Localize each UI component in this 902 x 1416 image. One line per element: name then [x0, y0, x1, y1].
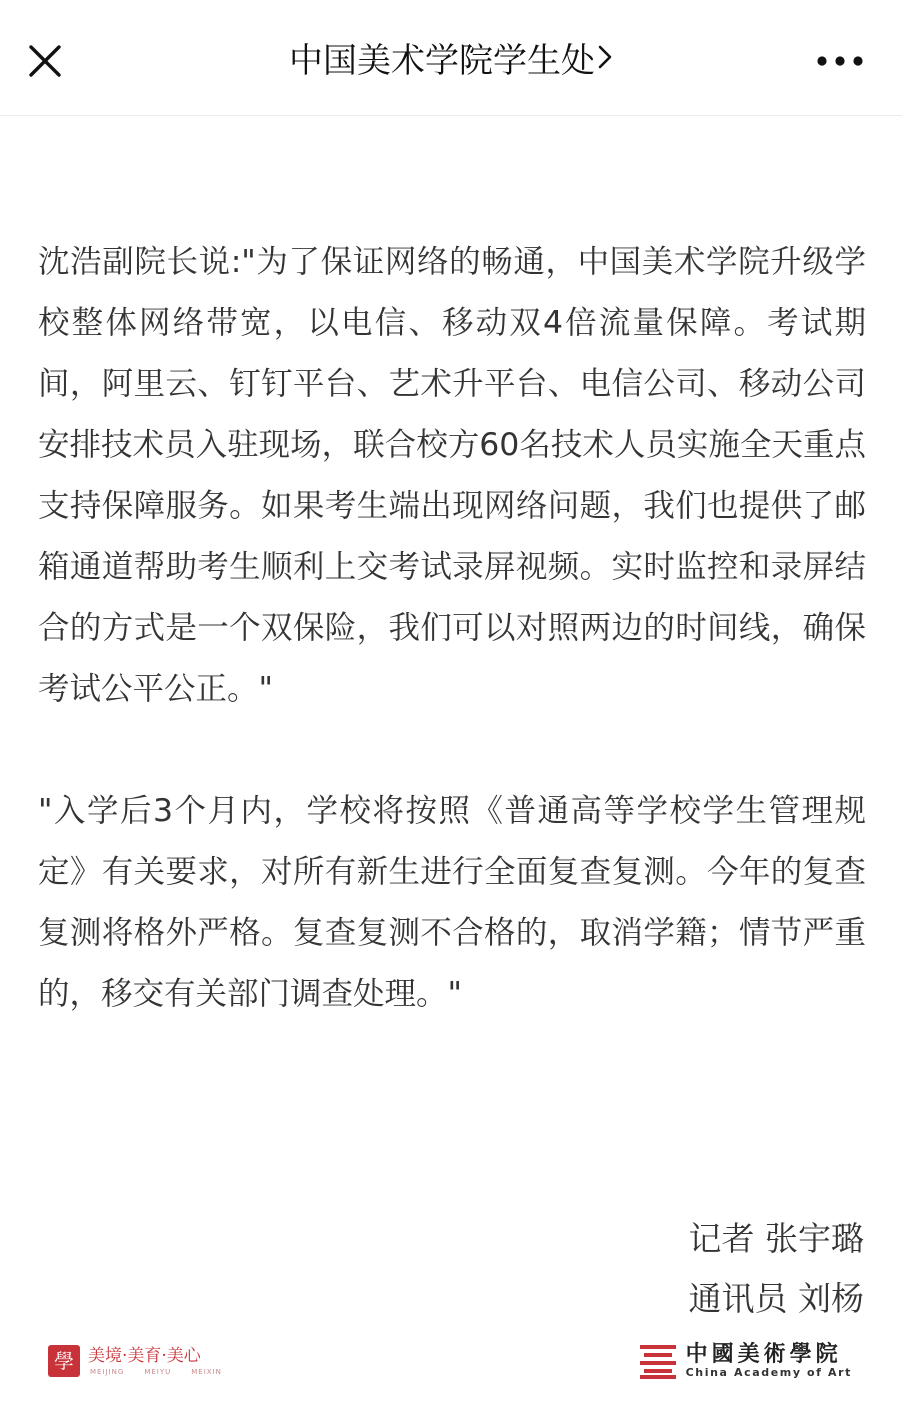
slogan-text-group — [88, 1345, 222, 1377]
page-title: 中国美术学院学生处 — [289, 41, 595, 81]
slogan-text: 美境·美育·美心 — [88, 1346, 201, 1366]
article-paragraph: 沈浩副院长说:"为了保证网络的畅通，中国美术学院升级学校整体网络带宽，以电信、移动双4倍流量保障。考试期间，阿里云、钉钉平台、艺术升平台、电信公司、移动公司安排技术员入驻现场，联合校方60名技术人员实施全天重点支持保障服务。如果考生端出现网络问题，我们也提供了邮箱通道帮助考生顺利上交考试录屏视频。实时监控和录屏结合的方式是一个双保险，我们可以对照两边的时间线，确保考试公平公正。" — [38, 244, 866, 707]
article-credits — [364, 1209, 864, 1329]
slogan-pinyin-2: MEIYU — [144, 1368, 172, 1376]
seal-icon: 學 — [48, 1345, 80, 1377]
account-title-link[interactable] — [289, 36, 613, 86]
more-options-button[interactable] — [816, 50, 864, 72]
slogan-pinyin-3: MEIXIN — [191, 1368, 222, 1376]
academy-logo — [640, 1342, 852, 1380]
slogan-logo — [48, 1345, 222, 1385]
article-body — [38, 232, 866, 1025]
top-navigation-bar — [0, 0, 902, 116]
article-paragraph: "入学后3个月内，学校将按照《普通高等学校学生管理规定》有关要求，对所有新生进行全面复查复测。今年的复查复测将格外严格。复查复测不合格的，取消学籍；情节严重的，移交有关部门调查处理。" — [38, 793, 866, 1012]
page-title-area — [0, 36, 902, 86]
academy-name-chinese: 中國美術學院 — [685, 1341, 842, 1367]
correspondent-line: 通讯员 刘杨 — [688, 1279, 864, 1318]
more-dots-icon — [816, 50, 864, 72]
slogan-pinyin — [88, 1367, 222, 1377]
reporter-line: 记者 张宇璐 — [688, 1219, 864, 1258]
academy-emblem-icon — [640, 1343, 676, 1379]
slogan-pinyin-1: MEIJING — [90, 1368, 125, 1376]
academy-name-group — [686, 1342, 852, 1380]
academy-name-english: China Academy of Art — [685, 1366, 852, 1379]
chevron-right-icon — [597, 35, 613, 85]
